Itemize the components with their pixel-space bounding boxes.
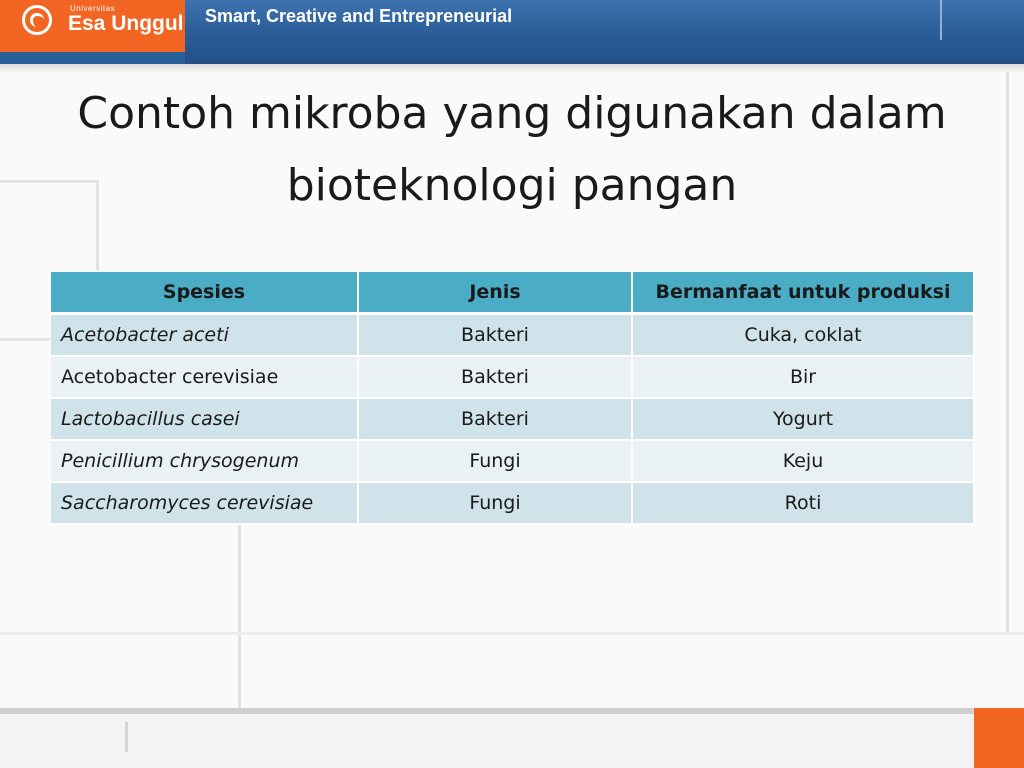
cell-produksi: Keju [632, 440, 974, 482]
table-row [51, 482, 974, 524]
cell-spesies: Acetobacter cerevisiae [51, 356, 358, 398]
cell-jenis: Bakteri [358, 314, 632, 357]
footer-frame [125, 722, 981, 752]
logo-name: Esa Unggul [68, 12, 184, 35]
decor-line-bottom-horizontal [0, 632, 1024, 635]
footer [0, 708, 1024, 768]
header-spesies: Spesies [51, 272, 358, 314]
cell-produksi: Cuka, coklat [632, 314, 974, 357]
logo-prefix: Universitas [70, 4, 116, 13]
microbe-table [51, 272, 975, 525]
cell-produksi: Bir [632, 356, 974, 398]
table-row [51, 314, 974, 357]
table-row [51, 356, 974, 398]
decor-line-right-vertical [1006, 72, 1009, 632]
cell-produksi: Roti [632, 482, 974, 524]
slide-title [40, 78, 984, 222]
cell-jenis: Bakteri [358, 398, 632, 440]
cell-spesies: Saccharomyces cerevisiae [51, 482, 358, 524]
cell-spesies: Lactobacillus casei [51, 398, 358, 440]
tagline: Smart, Creative and Entrepreneurial [205, 6, 513, 26]
cell-jenis: Fungi [358, 440, 632, 482]
header-divider [940, 0, 942, 40]
decor-top-shadow [0, 64, 1024, 72]
cell-jenis: Bakteri [358, 356, 632, 398]
cell-produksi: Yogurt [632, 398, 974, 440]
university-logo [0, 0, 185, 52]
title-line-2: bioteknologi pangan [286, 160, 738, 211]
title-line-1: Contoh mikroba yang digunakan dalam [77, 88, 947, 139]
cell-jenis: Fungi [358, 482, 632, 524]
table-row [51, 398, 974, 440]
cell-spesies: Penicillium chrysogenum [51, 440, 358, 482]
table-header-row [51, 272, 974, 314]
table-row [51, 440, 974, 482]
header-produksi: Bermanfaat untuk produksi [632, 272, 974, 314]
logo-emblem-icon [22, 5, 52, 35]
footer-bar [0, 708, 1024, 714]
footer-accent [974, 708, 1024, 768]
decor-line-bottom-vertical [238, 520, 241, 708]
decor-line-horizontal-2 [0, 338, 50, 341]
header-jenis: Jenis [358, 272, 632, 314]
cell-spesies: Acetobacter aceti [51, 314, 358, 357]
